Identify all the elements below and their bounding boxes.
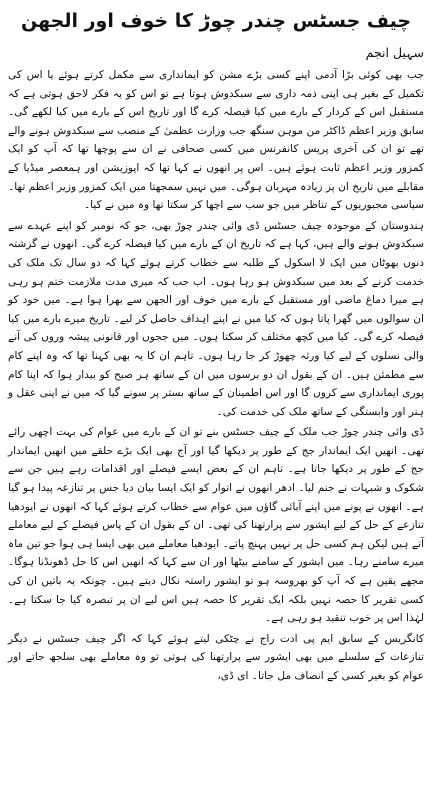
article-paragraph-4: کانگریس کے سابق ایم پی ادت راج نے چٹکی لیتے ہوئے کہا کہ اگر چیف جسٹس نے دیگر تنازعات کے سلسلے میں بھی ایشور سے پرارتھنا کی ہوتی تو وہ معاملے بھی سلجھ جاتے اور عوام کو بغیر کسی کے انصاف مل جاتا۔ ای ڈی، xyxy=(8,632,424,682)
article-title: چیف جسٹس چندر چوڑ کا خوف اور الجھن xyxy=(20,10,412,32)
article-paragraph-1: جب بھی کوئی بڑا آدمی اپنے کسی بڑے مشن کو ایمانداری سے مکمل کرتے ہوئے یا اس کی تکمیل کے بغیر ہی اپنی ذمہ داری سے سبکدوش ہوتا ہے تو اس کو یہ فکر لاحق ہوتی ہے کہ مستقبل اس کے کردار کے بارے میں کیا فیصلہ کرے گا اور تاریخ اس کے بارے میں کیا لکھے گی۔ سابق وزیر اعظم ڈاکٹر من موہن سنگھ جب وزارت عظمیٰ کے منصب سے سبکدوش ہونے والے تھے تو ان کی آخری پریس کانفرنس میں کسی صحافی نے ان سے پوچھا تھا کہ آپ کو ایک کمزور وزیر اعظم ثابت ہوئے ہیں۔ اس پر انھوں نے کہا تھا کہ اپوزیشن اور ہمعصر میڈیا کے مقابلے میں تاریخ ان پر زیادہ مہربان ہوگی۔ میں نہیں سمجھتا میں ایک کمزور وزیر اعظم تھا۔ سیاسی مجبوریوں کے تناظر میں جو سب سے اچھا کر سکتا تھا وہ میں نے کیا۔ xyxy=(8,69,424,212)
article-author: سہیل انجم xyxy=(365,45,424,60)
article-paragraph-2: ہندوستان کے موجودہ چیف جسٹس ڈی وائی چندر چوڑ بھی، جو کہ نومبر کو اپنے عہدے سے سبکدوش ہونے والے ہیں، کہا ہے کہ تاریخ ان کے بارے میں کیا فیصلہ کرے گی۔ انھوں نے گزشتہ دنوں بھوٹان میں ایک لا اسکول کے طلبہ سے خطاب کرتے ہوئے کہا کہ دو سال تک ملک کی خدمت کرنے کے بعد میں سبکدوش ہو رہا ہوں۔ اب جب کہ میری مدت ملازمت ختم ہو رہی ہے میرا دماغ ماضی اور مستقبل کے بارے میں خوف اور الجھن سے بھرا ہوا ہے۔ میں خود کو ان سوالوں میں گھرا پاتا ہوں کہ کیا میں نے اپنے اہداف حاصل کر لیے۔ تاریخ میرے بارے میں کیا فیصلہ کرے گی۔ کیا میں کچھ مختلف کر سکتا ہوں۔ میں ججوں اور قانونی پیشہ وروں کی آنے والی نسلوں کے لیے کیا ورثہ چھوڑ کر جا رہا ہوں۔ تاہم ان کا یہ بھی کہنا تھا کہ وہ اپنے کام سے مطمئن ہیں۔ ان کے بقول ان دو برسوں میں ان کے ساتھ ہر صبح کو بیدار ہوا کہ اپنا کام پوری ایمانداری سے کروں گا اور اس اطمینان کے ساتھ بستر پر سونے گیا کہ میں نے اپنی عقل و ہنر اور وابستگی کے ساتھ ملک کی خدمت کی۔ xyxy=(8,219,424,418)
article-body xyxy=(8,66,424,686)
article-paragraph-3: ڈی وائی چندر چوڑ جب ملک کے چیف جسٹس بنے تو ان کے بارے میں عوام کی بہت اچھی رائے تھی۔ انھیں ایک ایماندار جج کے طور پر دیکھا گیا اور آج بھی ایک بڑے حلقے میں انھیں ایماندار جج کے طور پر دیکھا جاتا ہے۔ تاہم ان کے بعض ایسے فیصلے اور اقدامات رہے ہیں جن سے شکوک و شبہات نے جنم لیا۔ ادھر انھوں نے اتوار کو ایک ایسا بیان دیا جس پر تنازعہ پیدا ہو گیا ہے۔ انھوں نے پونے میں اپنے آبائی گاؤں میں عوام سے خطاب کرتے ہوئے کہا کہ انھوں نے ایودھیا تنازعے کے حل کے لیے ایشور سے پرارتھنا کی تھی۔ ان کے بقول ان کے پاس فیصلے کے لیے معاملے آتے ہیں لیکن ہم کسی حل پر نہیں پہنچ پاتے۔ ایودھیا معاملے میں بھی ایسا ہی ہوا جو تین ماہ میرے سامنے رہا۔ میں ایشور کے سامنے بیٹھا اور ان سے کہا کہ انھیں اس کا حل ڈھونڈنا ہوگا۔ مجھے یقین ہے کہ آپ کو بھروسہ ہو تو ایشور راستہ نکال دیتے ہیں۔ چونکہ یہ باتیں ان کی کسی تقریر کا حصہ نہیں بلکہ ایک تقریر کا حصہ ہیں اس لیے ان پر تبصرہ کیا جا سکتا ہے۔ لہٰذا اس پر خوب تنقید ہو رہی ہے۔ xyxy=(8,426,424,625)
